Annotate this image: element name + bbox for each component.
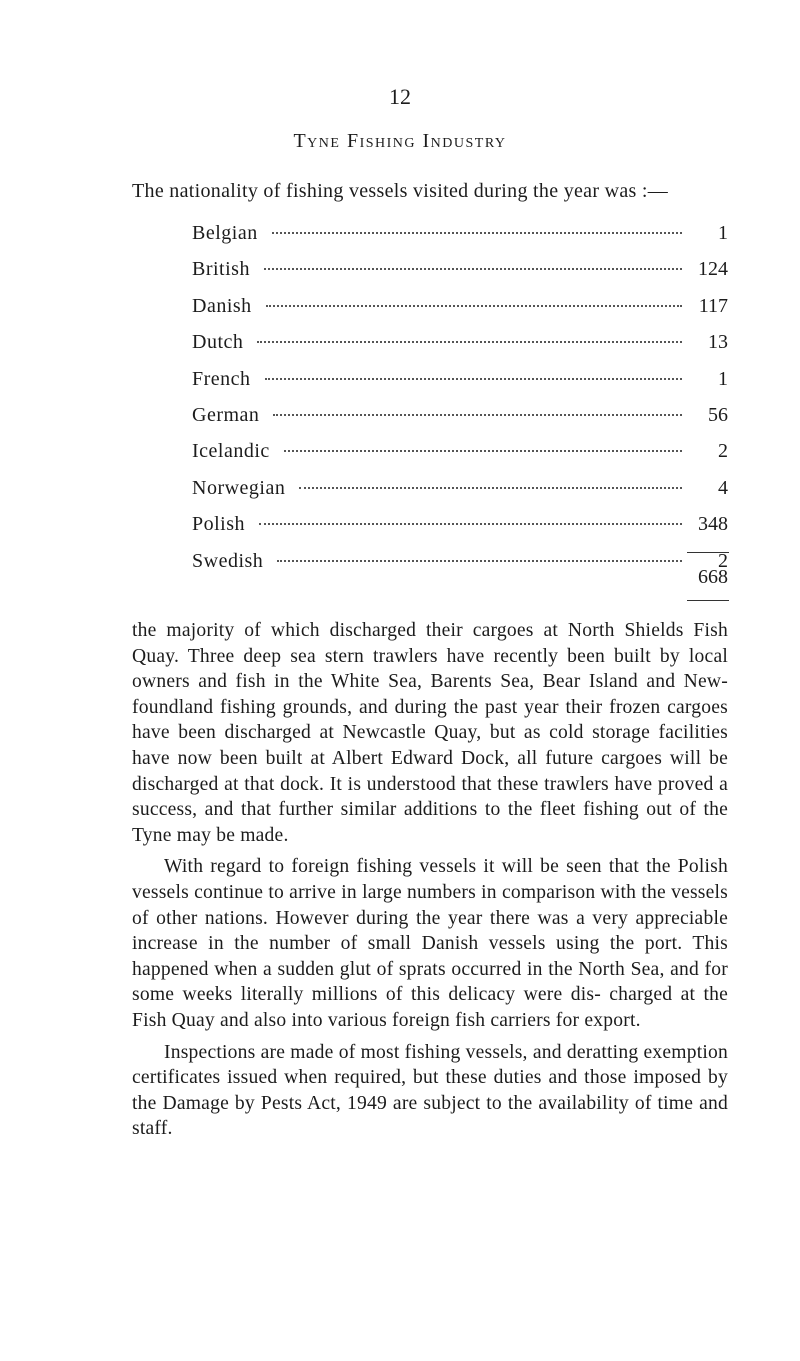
table-row <box>192 477 728 513</box>
vessel-count: 117 <box>698 294 728 317</box>
dot-leader <box>299 487 682 489</box>
table-row <box>192 368 728 404</box>
paragraph-3: Inspections are made of most fishing vessels, and deratting exemption certificates issued when required, but these duties and those imposed by the Damage by Pests Act, 1949 are subject to the availability of time and staff. <box>132 1041 728 1140</box>
section-heading: Tyne Fishing Industry <box>293 130 507 152</box>
vessel-count: 348 <box>698 513 728 536</box>
vessel-nationality-table <box>192 222 728 586</box>
table-row <box>192 404 728 440</box>
table-row <box>192 222 728 258</box>
page-number: 12 <box>389 84 411 109</box>
total-rule-bottom <box>687 600 729 601</box>
dot-leader <box>272 232 682 234</box>
nationality-label: French <box>192 367 251 390</box>
nationality-label: Polish <box>192 513 246 536</box>
dot-leader <box>259 523 682 525</box>
vessel-count: 1 <box>718 222 728 244</box>
nationality-label: Norwegian <box>192 476 286 499</box>
dot-leader <box>264 268 682 270</box>
vessel-count: 56 <box>708 403 728 426</box>
nationality-label: Swedish <box>192 549 264 572</box>
vessel-count: 124 <box>698 258 728 281</box>
vessel-count: 13 <box>708 331 728 354</box>
intro-text: The nationality of fishing vessels visited during the year was :— <box>132 180 669 202</box>
vessel-count: 2 <box>718 440 728 463</box>
nationality-label: Dutch <box>192 331 244 354</box>
body-text <box>132 618 728 1148</box>
vessel-count: 4 <box>718 476 728 499</box>
dot-leader <box>277 560 682 562</box>
dot-leader <box>257 341 682 343</box>
table-row <box>192 258 728 294</box>
paragraph-1: the majority of which discharged their cargoes at North Shields Fish Quay. Three deep sea stern trawlers have recently been built by local owners and fish in the White Sea, Barents Sea, Bear Island and New- foundland fishing grounds, and during the past year their frozen cargoes have been discharged at Newcastle Quay, but as cold storage facilities have now been built at Albert Edward Dock, all future cargoes will be discharged at that dock. It is understood that these trawlers have proved a success, and that further similar additions to the fleet fishing out of the Tyne may be made. <box>132 620 728 846</box>
paragraph-2: With regard to foreign fishing vessels it will be seen that the Polish vessels continue to arrive in large numbers in comparison with the vessels of other nations. However during the year there was a very appreciable increase in the number of small Danish vessels using the port. This happened when a sudden glut of sprats occurred in the North Sea, and for some weeks literally millions of this delicacy were dis- charged at the Fish Quay and also into various foreign fish carriers for export. <box>132 856 728 1031</box>
table-row <box>192 295 728 331</box>
table-row <box>192 550 728 586</box>
dot-leader <box>273 414 682 416</box>
table-row <box>192 331 728 367</box>
vessel-count: 2 <box>718 549 728 572</box>
nationality-label: Danish <box>192 294 252 317</box>
dot-leader <box>265 378 682 380</box>
table-row <box>192 440 728 476</box>
nationality-label: Belgian <box>192 222 258 244</box>
vessel-count: 1 <box>718 367 728 390</box>
nationality-label: German <box>192 403 260 426</box>
nationality-label: British <box>192 258 250 281</box>
table-row <box>192 513 728 549</box>
dot-leader <box>266 305 682 307</box>
vessel-total: 668 <box>698 566 728 588</box>
nationality-label: Icelandic <box>192 440 270 463</box>
total-rule-top <box>687 552 729 553</box>
dot-leader <box>284 450 682 452</box>
